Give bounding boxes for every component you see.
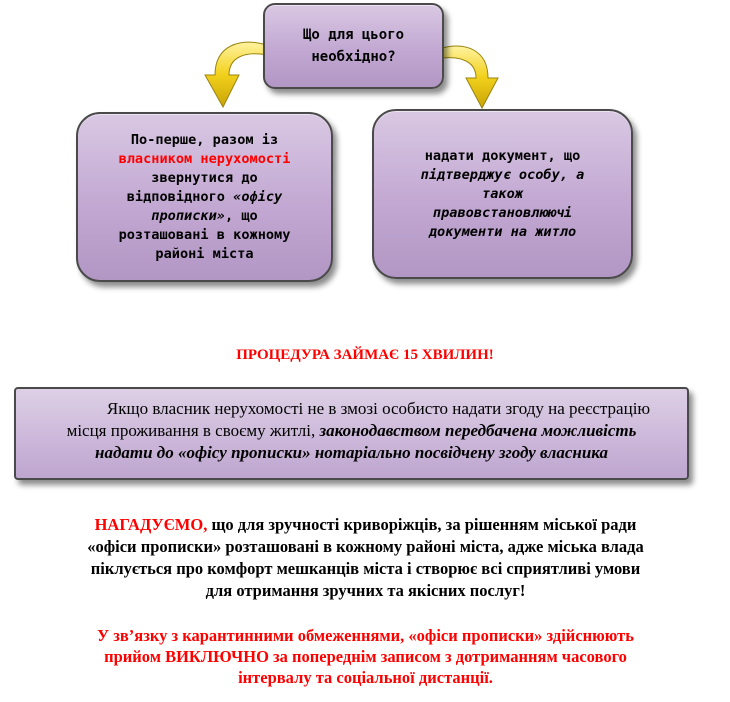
step-one-line-3: звернутися до bbox=[151, 169, 258, 186]
step-two-line-2: підтверджує особу, а bbox=[420, 166, 585, 183]
step-two-box bbox=[372, 109, 633, 279]
notice-line-3: надати до «офісу прописки» нотаріально посвідчену згоду власника bbox=[95, 443, 608, 462]
procedure-duration-heading: ПРОЦЕДУРА ЗАЙМАЄ 15 ХВИЛИН! bbox=[236, 347, 494, 363]
step-two-line-3: також bbox=[482, 185, 523, 202]
step-one-line-6: розташовані в кожному bbox=[118, 226, 291, 243]
step-one-line-5 bbox=[119, 207, 291, 226]
step-one-line-4-text: відповідного bbox=[126, 188, 234, 205]
step-two-line-4: правовстановлюючі bbox=[432, 204, 573, 221]
question-box bbox=[263, 3, 444, 89]
office-term-end: прописки» bbox=[151, 207, 225, 224]
office-term-start: «офісу bbox=[233, 188, 283, 205]
reminder-line-1-text: що для зручності криворіжців, за рішенням міської ради bbox=[207, 515, 637, 534]
notice-line-2-text: місця проживання в своєму житлі, bbox=[66, 421, 320, 440]
step-one-line-7: районі міста bbox=[155, 245, 254, 262]
step-two-line-1: надати документ, що bbox=[424, 147, 581, 164]
quarantine-line-2: прийом ВИКЛЮЧНО за попереднім записом з дотриманням часового bbox=[104, 647, 627, 666]
property-owner-highlight: власником нерухомості bbox=[118, 150, 291, 167]
step-two-line-5: документи на житло bbox=[428, 223, 577, 240]
notice-line-2 bbox=[26, 420, 677, 442]
reminder-line-4: для отримання зручних та якісних послуг! bbox=[205, 581, 526, 600]
step-one-line-1: По-перше, разом із bbox=[130, 131, 279, 148]
question-line-1: Що для цього bbox=[302, 27, 405, 43]
quarantine-line-3: інтервалу та соціальної дистанції. bbox=[238, 668, 493, 687]
notice-line-1: Якщо власник нерухомості не в змозі особисто надати згоду на реєстрацію bbox=[106, 399, 651, 418]
quarantine-line-1: У зв’язку з карантинними обмеженнями, «офіси прописки» здійснюють bbox=[97, 626, 634, 645]
step-one-line-4 bbox=[119, 188, 291, 207]
reminder-paragraph bbox=[18, 514, 713, 602]
notarized-consent-notice bbox=[14, 387, 689, 480]
quarantine-notice bbox=[18, 625, 713, 688]
reminder-lead: НАГАДУЄМО, bbox=[94, 515, 208, 534]
curved-arrow-left-icon bbox=[193, 35, 273, 110]
reminder-line-1 bbox=[18, 514, 713, 536]
notice-line-2-emphasis: законодавством передбачена можливість bbox=[319, 421, 637, 440]
reminder-line-2: «офіси прописки» розташовані в кожному районі міста, адже міська влада bbox=[87, 537, 644, 556]
curved-arrow-right-icon bbox=[438, 40, 508, 110]
step-one-line-5-text: , що bbox=[224, 207, 258, 224]
step-one-box bbox=[76, 112, 333, 282]
reminder-line-3: піклується про комфорт мешканців міста і створює всі сприятливі умови bbox=[90, 559, 641, 578]
question-line-2: необхідно? bbox=[311, 49, 396, 65]
